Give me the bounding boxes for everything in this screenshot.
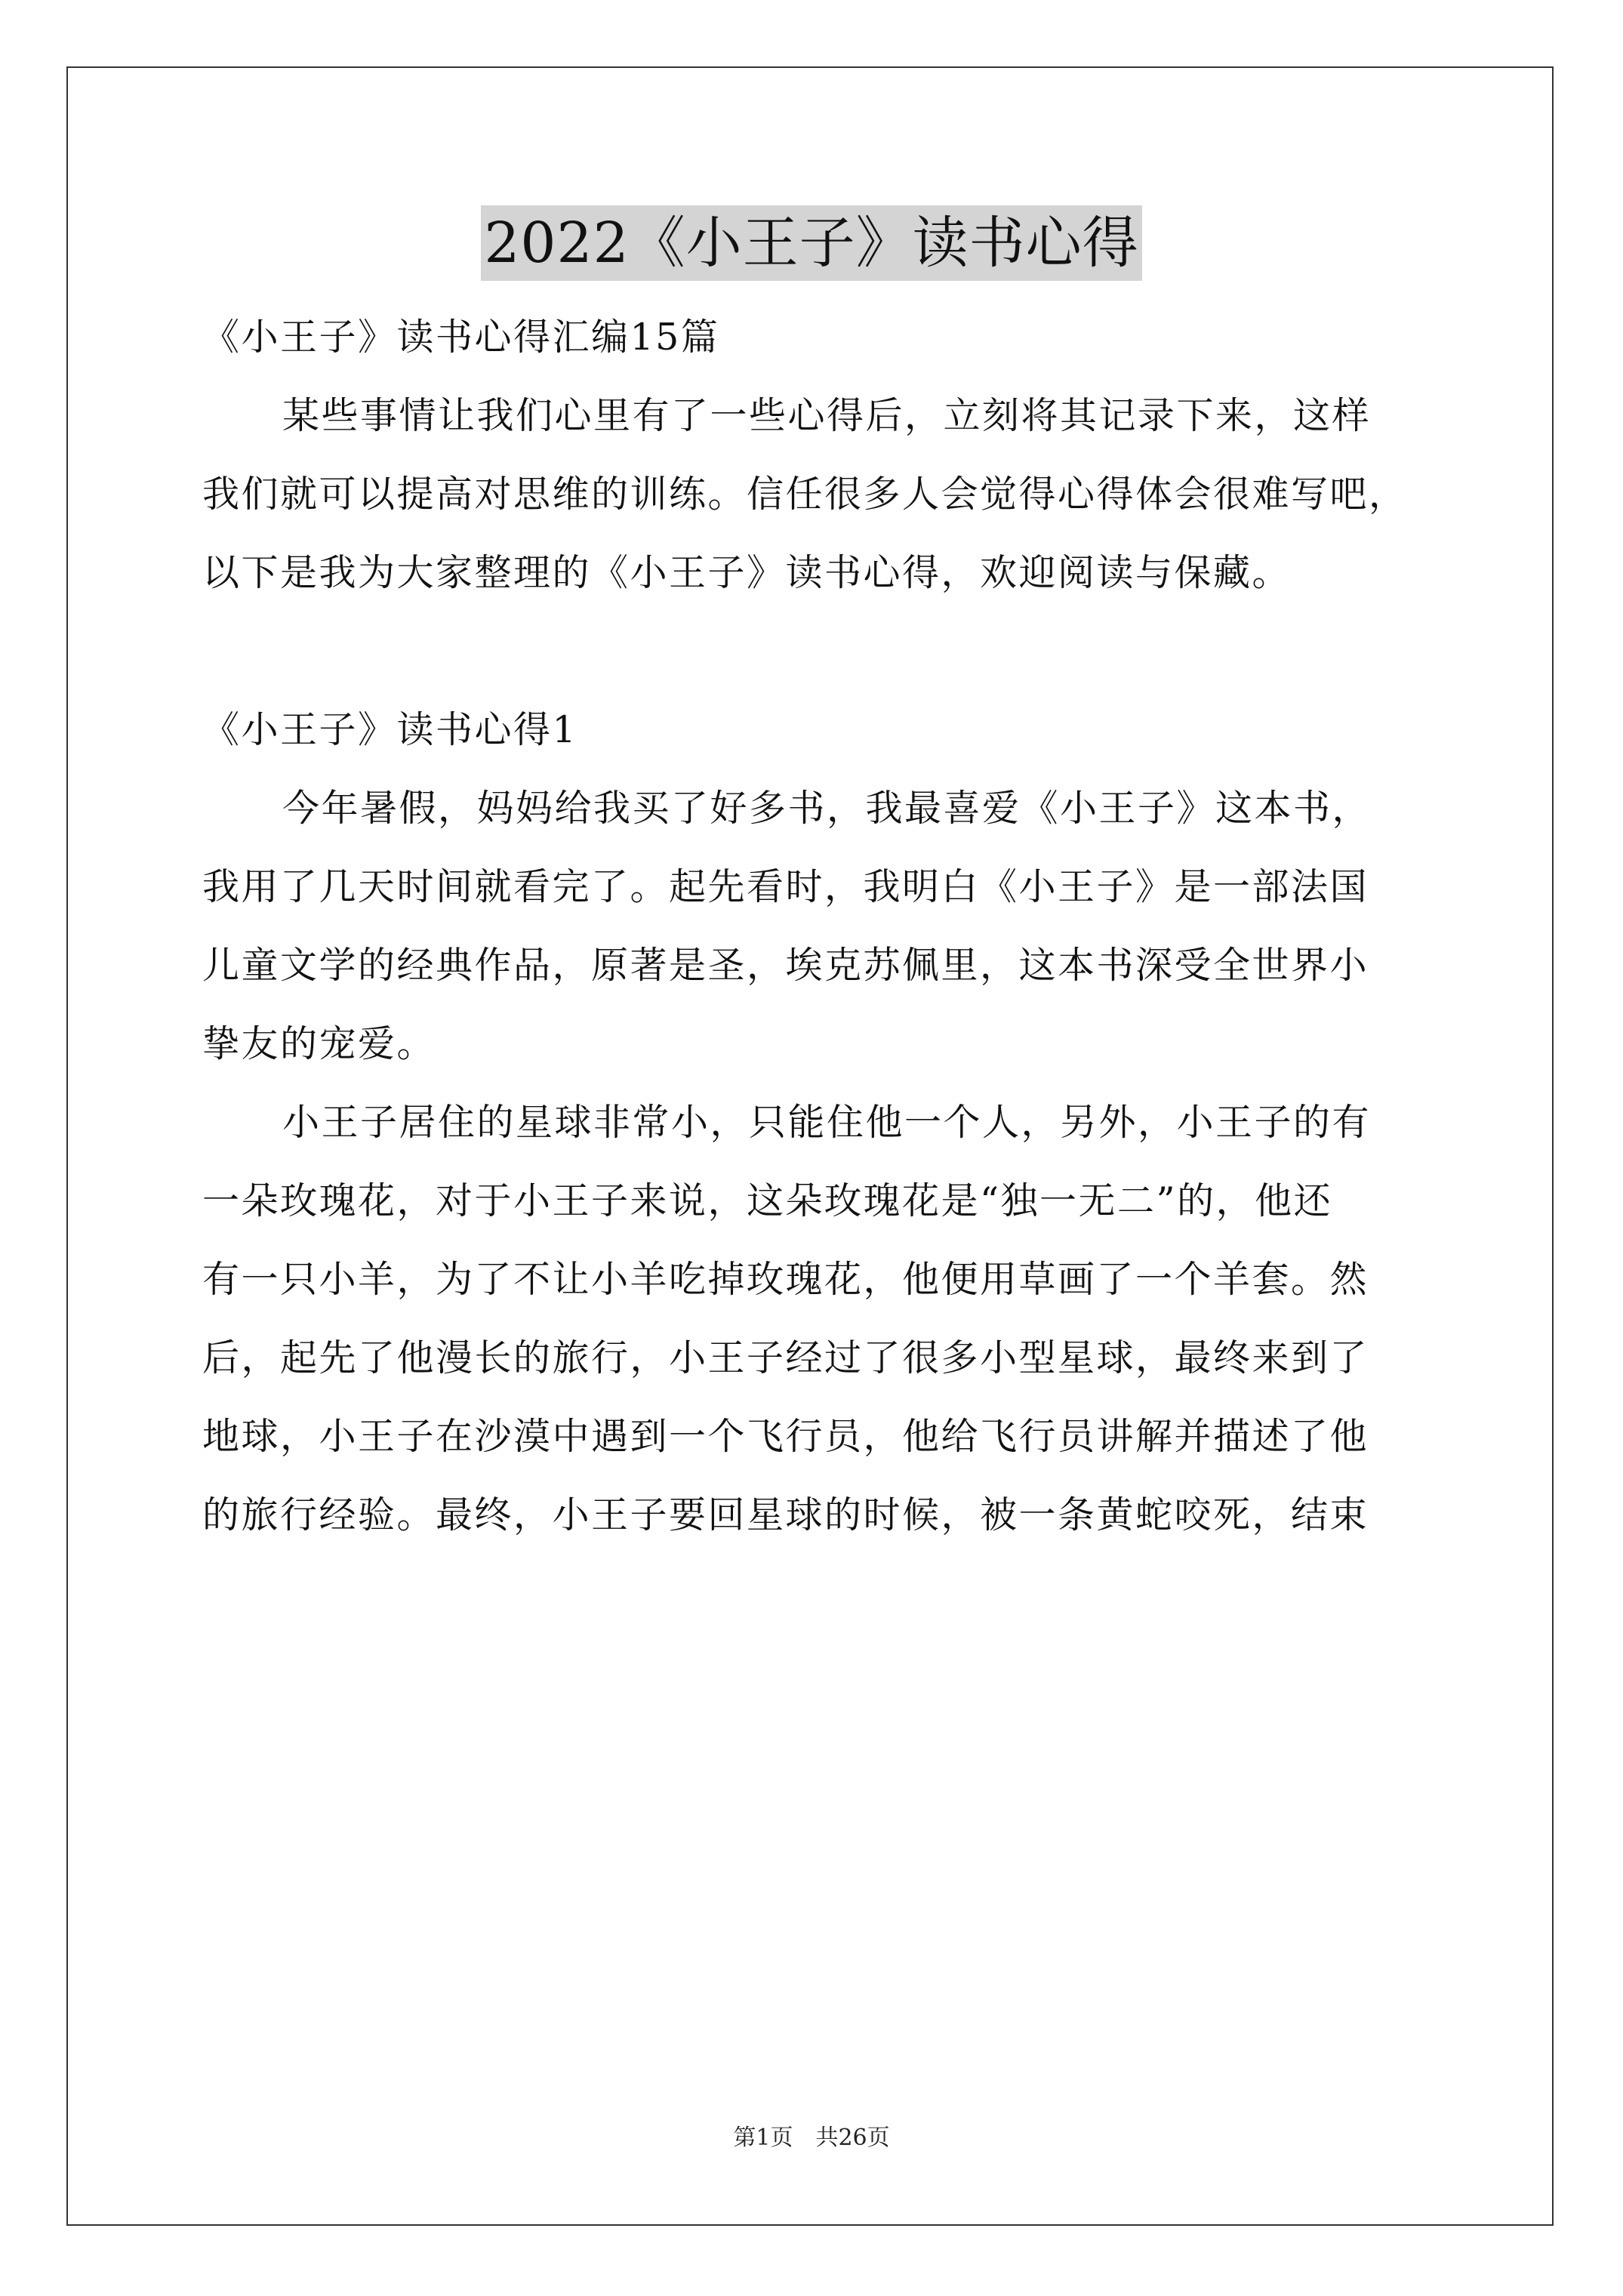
paragraph-2-line-3: 有一只小羊，为了不让小羊吃掉玫瑰花，他便用草画了一个羊套。然 (202, 1258, 1369, 1301)
subtitle-line: 《小王子》读书心得汇编15篇 (202, 316, 720, 359)
page-footer: 第1页 共26页 (733, 2125, 890, 2151)
document-title: 2022《小王子》读书心得 (481, 205, 1141, 281)
paragraph-2-line-4: 后，起先了他漫长的旅行，小王子经过了很多小型星球，最终来到了 (202, 1336, 1369, 1379)
paragraph-2-line-6: 的旅行经验。最终，小王子要回星球的时候，被一条黄蛇咬死，结束 (202, 1493, 1369, 1536)
paragraph-1-line-3: 儿童文学的经典作品，原著是圣，埃克苏佩里，这本书深受全世界小 (202, 944, 1369, 987)
document-body (202, 298, 1440, 1555)
paragraph-2-line-5: 地球，小王子在沙漠中遇到一个飞行员，他给飞行员讲解并描述了他 (202, 1415, 1369, 1458)
section-heading-1: 《小王子》读书心得1 (202, 708, 578, 751)
intro-line-1: 某些事情让我们心里有了一些心得后，立刻将其记录下来，这样 (282, 394, 1372, 437)
paragraph-2-line-1: 小王子居住的星球非常小，只能住他一个人，另外，小王子的有 (282, 1101, 1372, 1144)
paragraph-1-line-4: 挚友的宠爱。 (202, 1022, 436, 1065)
paragraph-2-line-2: 一朵玫瑰花，对于小王子来说，这朵玫瑰花是“独一无二”的，他还 (202, 1179, 1333, 1222)
title-container (0, 205, 1623, 281)
intro-line-2: 我们就可以提高对思维的训练。信任很多人会觉得心得体会很难写吧， (202, 473, 1408, 516)
paragraph-1-line-1: 今年暑假，妈妈给我买了好多书，我最喜爱《小王子》这本书， (282, 787, 1372, 830)
intro-line-3: 以下是我为大家整理的《小王子》读书心得，欢迎阅读与保藏。 (202, 551, 1292, 594)
paragraph-gap (202, 612, 1440, 691)
paragraph-1-line-2: 我用了几天时间就看完了。起先看时，我明白《小王子》是一部法国 (202, 865, 1369, 908)
